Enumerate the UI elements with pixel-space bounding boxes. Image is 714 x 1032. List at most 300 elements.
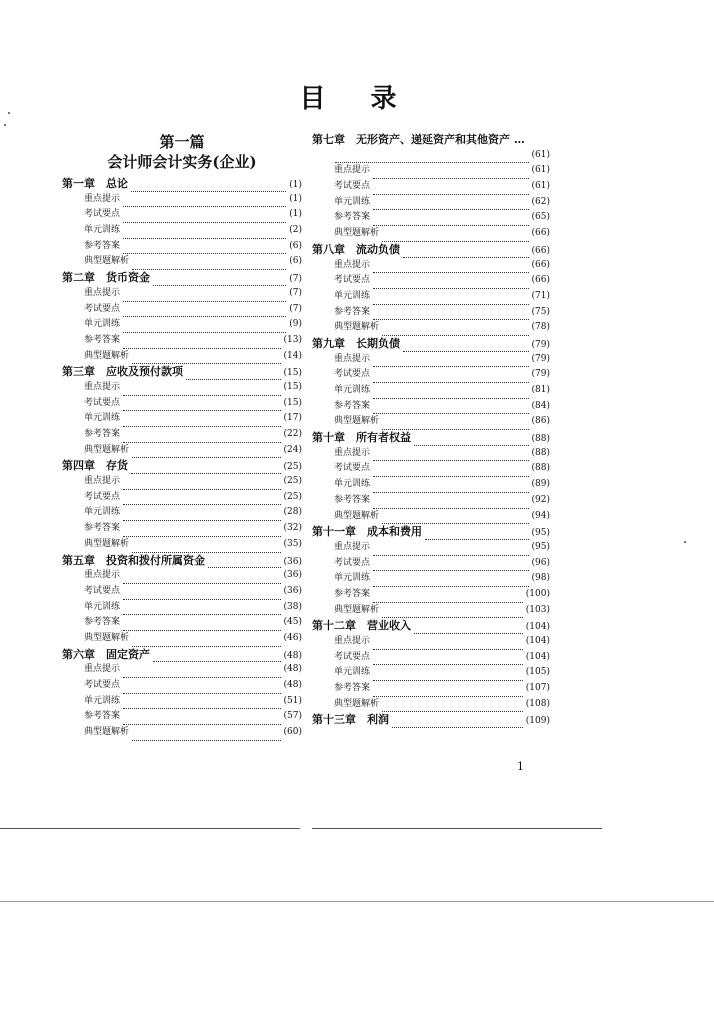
toc-section-entry[interactable] xyxy=(312,179,550,195)
toc-entry-label: 第六章 固定资产 xyxy=(62,647,150,661)
toc-section-entry[interactable] xyxy=(312,634,550,650)
toc-right-list xyxy=(312,132,550,728)
toc-entry-label: 重点提示 xyxy=(84,287,121,298)
scan-speck xyxy=(684,541,686,543)
toc-right-column xyxy=(312,132,550,728)
toc-entry-label: 第八章 流动负债 xyxy=(312,242,400,256)
toc-section-entry[interactable] xyxy=(312,289,550,305)
toc-entry-label: 典型题解析 xyxy=(334,322,380,333)
toc-section-entry[interactable] xyxy=(312,461,550,477)
dot-leader xyxy=(373,390,529,399)
toc-entry-label: 重点提示 xyxy=(84,381,121,392)
dot-leader xyxy=(153,653,281,662)
toc-entry-page: (32) xyxy=(283,523,302,534)
toc-section-entry[interactable] xyxy=(62,631,302,647)
toc-entry-page: (71) xyxy=(531,290,550,301)
toc-section-entry[interactable] xyxy=(62,427,302,443)
toc-section-entry[interactable] xyxy=(312,352,550,368)
toc-section-entry[interactable] xyxy=(312,681,550,697)
dot-leader xyxy=(414,437,529,446)
toc-section-entry[interactable] xyxy=(62,411,302,427)
toc-section-entry[interactable] xyxy=(312,367,550,383)
toc-entry-label: 考试要点 xyxy=(334,369,371,380)
toc-entry-page: (15) xyxy=(283,397,302,408)
toc-entry-label: 单元训练 xyxy=(84,507,121,518)
scan-rule-right xyxy=(312,828,602,829)
toc-entry-label: 参考答案 xyxy=(334,400,371,411)
toc-section-entry[interactable] xyxy=(312,509,550,525)
toc-entry-page: (14) xyxy=(283,350,302,361)
toc-entry-page: (28) xyxy=(283,507,302,518)
dot-leader xyxy=(123,198,286,207)
toc-entry-page: (38) xyxy=(283,601,302,612)
dot-leader xyxy=(123,512,281,521)
toc-section-entry[interactable] xyxy=(62,302,302,318)
toc-entry-label: 典型题解析 xyxy=(334,416,380,427)
toc-entry-label: 第十三章 利润 xyxy=(312,713,389,727)
dot-leader xyxy=(123,340,281,349)
toc-entry-label: 考试要点 xyxy=(84,491,121,502)
toc-entry-page: (107) xyxy=(525,683,550,694)
toc-entry-page: (104) xyxy=(525,651,550,662)
toc-entry-page: (88) xyxy=(531,434,550,445)
toc-entry-page: (103) xyxy=(525,604,550,615)
toc-entry-page: (36) xyxy=(283,585,302,596)
toc-section-entry[interactable] xyxy=(62,474,302,490)
toc-chapter-entry[interactable] xyxy=(312,132,550,148)
scan-speck xyxy=(8,112,10,114)
toc-entry-label: 重点提示 xyxy=(334,636,371,646)
toc-entry-page: (36) xyxy=(283,570,302,581)
dot-leader xyxy=(123,591,281,600)
toc-entry-page: (22) xyxy=(283,429,302,439)
toc-entry-page: (15) xyxy=(283,368,302,379)
toc-entry-label: 参考答案 xyxy=(334,683,371,694)
toc-section-entry[interactable] xyxy=(312,258,550,274)
toc-entry-page: (6) xyxy=(289,240,302,251)
dot-leader xyxy=(123,245,286,254)
dot-leader xyxy=(123,308,286,317)
toc-entry-label: 典型题解析 xyxy=(84,727,130,738)
toc-entry-label: 单元训练 xyxy=(84,225,121,236)
dot-leader xyxy=(373,374,529,383)
toc-entry-label: 重点提示 xyxy=(84,570,121,581)
toc-entry-label: 典型题解析 xyxy=(334,698,380,709)
toc-section-entry[interactable] xyxy=(62,490,302,506)
toc-entry-label: 第十章 所有者权益 xyxy=(312,431,411,445)
toc-entry-label: 典型题解析 xyxy=(334,510,380,521)
dot-leader xyxy=(373,217,529,226)
dot-leader xyxy=(123,293,286,302)
dot-leader xyxy=(373,547,529,556)
toc-section-entry[interactable] xyxy=(62,317,302,333)
dot-leader xyxy=(373,452,529,461)
dot-leader xyxy=(123,387,281,396)
toc-entry-page: (25) xyxy=(283,462,302,473)
dot-leader xyxy=(373,578,529,587)
toc-entry-label: 典型题解析 xyxy=(334,604,380,615)
toc-entry-page: (66) xyxy=(531,259,550,270)
toc-section-entry[interactable] xyxy=(312,305,550,321)
toc-section-entry[interactable] xyxy=(62,584,302,600)
toc-entry-page: (48) xyxy=(283,680,302,690)
toc-entry-label: 第十二章 营业收入 xyxy=(312,619,411,633)
toc-chapter-entry[interactable] xyxy=(312,618,550,634)
toc-section-entry[interactable] xyxy=(312,399,550,415)
dot-leader xyxy=(403,249,529,258)
toc-section-entry[interactable] xyxy=(62,192,302,208)
toc-entry-label: 考试要点 xyxy=(84,397,121,408)
toc-section-entry[interactable] xyxy=(312,697,550,713)
toc-entry-label: 重点提示 xyxy=(84,193,121,204)
toc-section-entry[interactable] xyxy=(312,446,550,462)
dot-leader xyxy=(123,669,281,678)
toc-chapter-entry[interactable] xyxy=(62,364,302,380)
toc-chapter-entry[interactable] xyxy=(312,148,550,164)
toc-entry-label: 重点提示 xyxy=(334,541,371,552)
toc-entry-label: 第七章 无形资产、递延资产和其他资产 … xyxy=(312,133,525,146)
toc-entry-label: 典型题解析 xyxy=(84,538,130,549)
toc-entry-label: 单元训练 xyxy=(84,319,121,330)
toc-entry-page: (61) xyxy=(531,165,550,176)
toc-entry-page: (25) xyxy=(283,476,302,487)
toc-entry-page: (88) xyxy=(531,463,550,474)
toc-entry-page: (94) xyxy=(531,510,550,521)
toc-entry-page: (79) xyxy=(531,369,550,380)
toc-entry-label: 重点提示 xyxy=(334,165,371,176)
toc-section-entry[interactable] xyxy=(312,540,550,556)
toc-section-entry[interactable] xyxy=(312,587,550,603)
toc-entry-page: (1) xyxy=(289,193,302,204)
dot-leader xyxy=(373,170,529,179)
toc-entry-page: (9) xyxy=(289,319,302,330)
toc-entry-page: (7) xyxy=(289,274,302,285)
toc-entry-page: (88) xyxy=(531,447,550,458)
dot-leader xyxy=(335,154,529,163)
scan-speck xyxy=(4,124,6,126)
toc-section-entry[interactable] xyxy=(62,380,302,396)
toc-entry-label: 考试要点 xyxy=(84,303,121,314)
dot-leader xyxy=(373,656,523,665)
toc-section-entry[interactable] xyxy=(62,349,302,365)
toc-entry-page: (104) xyxy=(525,636,550,646)
toc-chapter-entry[interactable] xyxy=(62,458,302,474)
toc-entry-page: (96) xyxy=(531,557,550,568)
toc-section-entry[interactable] xyxy=(312,210,550,226)
toc-entry-label: 单元训练 xyxy=(334,385,371,395)
dot-leader xyxy=(382,609,523,618)
toc-section-entry[interactable] xyxy=(312,195,550,211)
toc-entry-label: 参考答案 xyxy=(84,711,121,722)
toc-entry-page: (7) xyxy=(289,287,302,298)
toc-section-entry[interactable] xyxy=(62,568,302,584)
toc-entry-label: 单元训练 xyxy=(84,413,121,424)
toc-left-column xyxy=(62,132,302,741)
toc-section-entry[interactable] xyxy=(312,383,550,399)
dot-leader xyxy=(123,575,281,584)
dot-leader xyxy=(123,622,281,631)
toc-section-entry[interactable] xyxy=(62,662,302,678)
toc-section-entry[interactable] xyxy=(312,273,550,289)
toc-entry-page: (78) xyxy=(531,322,550,333)
toc-entry-page: (2) xyxy=(289,225,302,236)
toc-entry-label: 考试要点 xyxy=(334,651,371,662)
toc-entry-label: 第九章 长期负债 xyxy=(312,336,400,350)
dot-leader xyxy=(186,371,281,380)
toc-entry-page: (104) xyxy=(525,622,550,633)
toc-section-entry[interactable] xyxy=(62,239,302,255)
toc-section-entry[interactable] xyxy=(62,286,302,302)
toc-entry-label: 单元训练 xyxy=(84,601,121,612)
toc-entry-label: 参考答案 xyxy=(84,334,121,345)
toc-entry-label: 重点提示 xyxy=(84,664,121,675)
toc-entry-page: (45) xyxy=(283,617,302,628)
part-subtitle: 会计师会计实务(企业) xyxy=(107,153,257,171)
toc-section-entry[interactable] xyxy=(312,414,550,430)
toc-entry-page: (66) xyxy=(531,275,550,286)
toc-entry-page: (36) xyxy=(283,556,302,567)
dot-leader xyxy=(208,559,281,568)
dot-leader xyxy=(373,500,529,509)
dot-leader xyxy=(382,421,529,430)
toc-entry-label: 第三章 应收及预付款项 xyxy=(62,365,183,379)
toc-section-entry[interactable] xyxy=(312,603,550,619)
toc-section-entry[interactable] xyxy=(62,207,302,223)
dot-leader xyxy=(123,324,286,333)
dot-leader xyxy=(382,327,529,336)
toc-section-entry[interactable] xyxy=(62,443,302,459)
toc-entry-label: 单元训练 xyxy=(334,573,371,584)
dot-leader xyxy=(132,355,281,364)
toc-entry-page: (15) xyxy=(283,381,302,392)
toc-entry-label: 参考答案 xyxy=(84,240,121,251)
dot-leader xyxy=(373,468,529,477)
toc-entry-label: 单元训练 xyxy=(334,667,371,678)
toc-chapter-entry[interactable] xyxy=(312,430,550,446)
toc-chapter-entry[interactable] xyxy=(312,336,550,352)
toc-entry-page: (75) xyxy=(531,306,550,317)
dot-leader xyxy=(373,405,529,414)
toc-entry-page: (25) xyxy=(283,491,302,502)
toc-entry-page: (35) xyxy=(283,538,302,549)
dot-leader xyxy=(132,732,281,741)
toc-entry-page: (95) xyxy=(531,541,550,552)
toc-section-entry[interactable] xyxy=(62,694,302,710)
toc-entry-page: (66) xyxy=(531,228,550,239)
toc-entry-label: 第一章 总论 xyxy=(62,177,128,190)
dot-leader xyxy=(382,703,523,712)
dot-leader xyxy=(123,700,281,709)
toc-entry-page: (62) xyxy=(531,196,550,207)
toc-entry-page: (17) xyxy=(283,413,302,424)
dot-leader xyxy=(392,719,523,728)
toc-entry-label: 重点提示 xyxy=(84,476,121,487)
toc-entry-label: 参考答案 xyxy=(84,617,121,628)
toc-entry-page: (81) xyxy=(531,385,550,395)
toc-entry-page: (1) xyxy=(289,180,302,190)
toc-section-entry[interactable] xyxy=(62,396,302,412)
toc-entry-page: (95) xyxy=(531,528,550,539)
toc-entry-label: 参考答案 xyxy=(84,523,121,534)
toc-entry-label: 重点提示 xyxy=(334,447,371,458)
toc-section-entry[interactable] xyxy=(62,615,302,631)
dot-leader xyxy=(123,606,281,615)
toc-entry-label: 考试要点 xyxy=(84,585,121,596)
toc-entry-page: (6) xyxy=(289,256,302,267)
toc-entry-page: (24) xyxy=(283,444,302,455)
dot-leader xyxy=(153,277,286,286)
dot-leader xyxy=(132,261,286,270)
toc-entry-label: 参考答案 xyxy=(334,494,371,505)
dot-leader xyxy=(373,280,529,289)
toc-section-entry[interactable] xyxy=(62,505,302,521)
toc-section-entry[interactable] xyxy=(312,556,550,572)
dot-leader xyxy=(123,402,281,411)
toc-entry-page: (89) xyxy=(531,479,550,490)
toc-entry-page: (60) xyxy=(283,727,302,738)
toc-entry-label: 考试要点 xyxy=(334,181,371,192)
toc-chapter-entry[interactable] xyxy=(312,712,550,728)
toc-entry-page: (100) xyxy=(525,588,550,599)
dot-leader xyxy=(373,358,529,367)
toc-chapter-entry[interactable] xyxy=(62,270,302,286)
toc-entry-page: (92) xyxy=(531,494,550,505)
page-bottom-rule xyxy=(0,901,714,902)
toc-section-entry[interactable] xyxy=(312,163,550,179)
toc-entry-label: 考试要点 xyxy=(334,557,371,568)
toc-entry-page: (79) xyxy=(531,353,550,364)
toc-entry-label: 第四章 存货 xyxy=(62,459,128,473)
dot-leader xyxy=(123,528,281,537)
toc-entry-label: 考试要点 xyxy=(334,275,371,286)
dot-leader xyxy=(373,688,523,697)
toc-section-entry[interactable] xyxy=(312,650,550,666)
dot-leader xyxy=(373,641,523,650)
toc-entry-label: 第二章 货币资金 xyxy=(62,271,150,285)
toc-entry-page: (48) xyxy=(283,664,302,675)
toc-section-entry[interactable] xyxy=(312,226,550,242)
dot-leader xyxy=(382,515,529,524)
dot-leader xyxy=(425,531,529,540)
toc-entry-page: (108) xyxy=(525,698,550,709)
dot-leader xyxy=(382,233,529,242)
dot-leader xyxy=(131,183,286,192)
toc-entry-label: 参考答案 xyxy=(84,429,121,439)
toc-entry-label: 考试要点 xyxy=(84,680,121,690)
toc-entry-label: 典型题解析 xyxy=(84,350,130,361)
toc-entry-page: (105) xyxy=(525,667,550,678)
dot-leader xyxy=(132,638,281,647)
toc-entry-label: 单元训练 xyxy=(334,196,371,207)
dot-leader xyxy=(123,214,286,223)
toc-section-entry[interactable] xyxy=(62,521,302,537)
toc-entry-label: 典型题解析 xyxy=(84,632,130,643)
dot-leader xyxy=(123,496,281,505)
toc-entry-label: 典型题解析 xyxy=(334,228,380,239)
toc-entry-page: (84) xyxy=(531,400,550,411)
toc-section-entry[interactable] xyxy=(312,571,550,587)
toc-section-entry[interactable] xyxy=(312,477,550,493)
toc-entry-label: 参考答案 xyxy=(334,306,371,317)
toc-chapter-entry[interactable] xyxy=(62,553,302,569)
toc-entry-label: 第十一章 成本和费用 xyxy=(312,525,422,539)
dot-leader xyxy=(373,484,529,493)
toc-entry-label: 典型题解析 xyxy=(84,444,130,455)
toc-entry-label: 第五章 投资和拨付所属资金 xyxy=(62,553,205,567)
dot-leader xyxy=(123,716,281,725)
dot-leader xyxy=(373,264,529,273)
toc-section-entry[interactable] xyxy=(312,320,550,336)
dot-leader xyxy=(131,465,281,474)
dot-leader xyxy=(373,562,529,571)
dot-leader xyxy=(373,594,523,603)
toc-entry-label: 考试要点 xyxy=(84,209,121,220)
toc-entry-page: (51) xyxy=(283,695,302,706)
toc-entry-page: (79) xyxy=(531,339,550,350)
part-title: 第一篇 xyxy=(159,133,205,151)
toc-chapter-entry[interactable] xyxy=(62,176,302,192)
toc-entry-label: 单元训练 xyxy=(334,290,371,301)
dot-leader xyxy=(132,544,281,553)
dot-leader xyxy=(123,230,286,239)
toc-section-entry[interactable] xyxy=(312,665,550,681)
toc-entry-page: (65) xyxy=(531,212,550,223)
toc-entry-page: (57) xyxy=(283,711,302,722)
toc-entry-label: 考试要点 xyxy=(334,463,371,474)
toc-section-entry[interactable] xyxy=(62,254,302,270)
toc-entry-label: 重点提示 xyxy=(334,259,371,270)
dot-leader xyxy=(123,685,281,694)
toc-entry-page: (13) xyxy=(283,334,302,345)
toc-section-entry[interactable] xyxy=(62,725,302,741)
toc-section-entry[interactable] xyxy=(62,537,302,553)
toc-chapter-entry[interactable] xyxy=(312,242,550,258)
dot-leader xyxy=(123,434,281,443)
dot-leader xyxy=(373,296,529,305)
dot-leader xyxy=(373,186,529,195)
toc-entry-page: (61) xyxy=(531,149,550,160)
toc-section-entry[interactable] xyxy=(62,678,302,694)
dot-leader xyxy=(373,672,523,681)
dot-leader xyxy=(132,449,281,458)
dot-leader xyxy=(373,201,529,210)
toc-entry-page: (1) xyxy=(289,209,302,220)
dot-leader xyxy=(123,481,281,490)
toc-entry-label: 参考答案 xyxy=(334,212,371,223)
toc-section-entry[interactable] xyxy=(62,600,302,616)
toc-entry-page: (61) xyxy=(531,181,550,192)
dot-leader xyxy=(414,625,523,634)
toc-entry-page: (86) xyxy=(531,416,550,427)
toc-entry-label: 典型题解析 xyxy=(84,256,130,267)
toc-entry-page: (109) xyxy=(525,716,550,727)
toc-section-entry[interactable] xyxy=(312,493,550,509)
toc-chapter-entry[interactable] xyxy=(62,647,302,663)
toc-entry-label: 参考答案 xyxy=(334,588,371,599)
toc-entry-page: (48) xyxy=(283,650,302,661)
dot-leader xyxy=(123,418,281,427)
toc-entry-label: 重点提示 xyxy=(334,353,371,364)
scan-rule-left xyxy=(0,828,300,829)
toc-section-entry[interactable] xyxy=(62,333,302,349)
toc-section-entry[interactable] xyxy=(62,709,302,725)
toc-entry-page: (7) xyxy=(289,303,302,314)
toc-chapter-entry[interactable] xyxy=(312,524,550,540)
toc-section-entry[interactable] xyxy=(62,223,302,239)
toc-entry-page: (98) xyxy=(531,573,550,584)
toc-entry-page: (66) xyxy=(531,245,550,256)
toc-left-list xyxy=(62,176,302,741)
